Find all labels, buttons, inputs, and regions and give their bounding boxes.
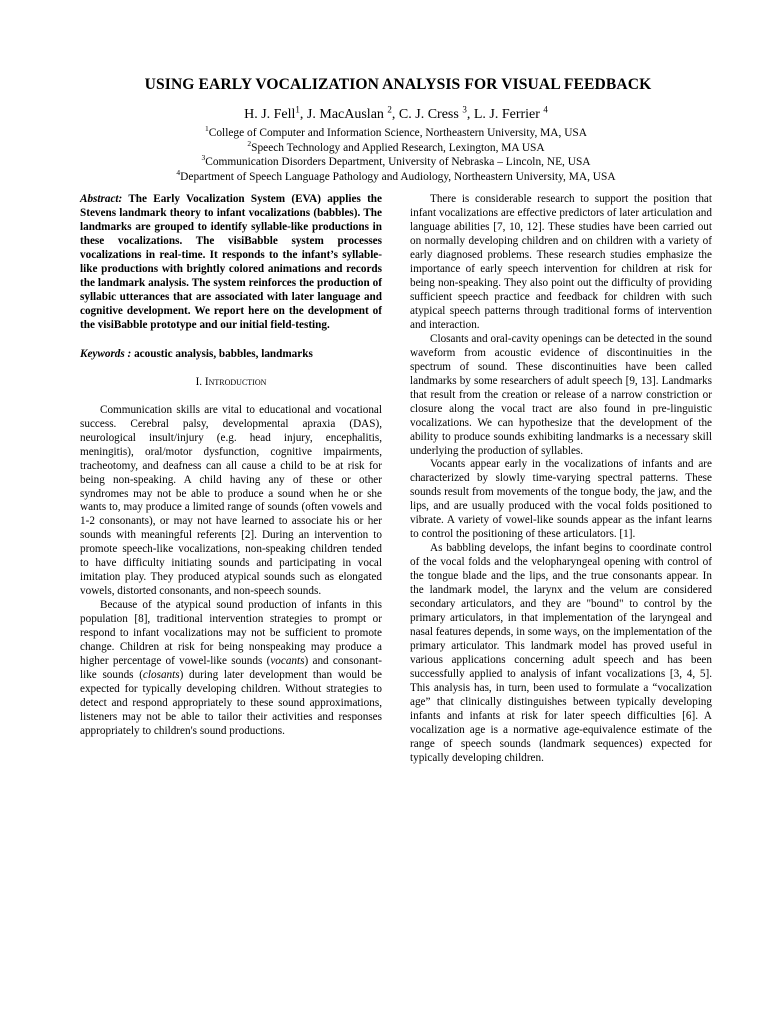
- term-closants: closants: [142, 668, 180, 681]
- affiliation-mark: 2: [247, 138, 252, 148]
- body-paragraph-closants: Closants and oral-cavity openings can be detected in the sound waveform from acoustic evidence of discontinuities in the spectrum of sound. These discontinuities have been called landmarks by some researchers of adult speech [9, 13]. Landmarks that result from the creation or release of a narrow constriction or closure along the vocal tract are also found in pre-linguistic vocalizations. We can hypothesize that the development of the ability to produce sounds exhibiting landmarks is a necessary skill underlying the production of syllables.: [410, 332, 712, 457]
- affiliation-mark: 1: [205, 124, 209, 134]
- author-affil-mark: 4: [543, 104, 548, 115]
- paragraph-text: ) and consonant-like sounds (: [80, 654, 382, 681]
- author-affil-mark: 3: [462, 104, 467, 115]
- affiliation: [80, 126, 712, 141]
- section-title: Introduction: [204, 375, 267, 388]
- keywords-label: Keywords :: [80, 347, 132, 360]
- abstract-text: The Early Vocalization System (EVA) applies the Stevens landmark theory to infant vocalizations (babbles). The landmarks are grouped to identify syllable-like productions in these vocalizations. The visiBabble system processes vocalizations in real-time. It responds to the infant’s syllable-like productions with brightly colored animations and records the landmark analysis. The system reinforces the production of syllabic utterances that are associated with later language and cognitive development. We report here on the development of the visiBabble prototype and our initial field-testing.: [80, 193, 382, 331]
- author-name: H. J. Fell: [244, 107, 296, 122]
- term-vocants: vocants: [270, 654, 305, 667]
- author-separator: ,: [299, 107, 307, 122]
- affiliation-list: [80, 126, 712, 184]
- paper-title: USING EARLY VOCALIZATION ANALYSIS FOR VISUAL FEEDBACK: [144, 76, 652, 93]
- right-column: [410, 193, 712, 765]
- keywords-text: acoustic analysis, babbles, landmarks: [131, 347, 313, 360]
- affiliation-mark: 3: [201, 153, 206, 163]
- paragraph-text: Because of the atypical sound production of infants in this population [8], traditional intervention strategies to prompt or respond to infant vocalizations may not be sufficient to promote change. Children at risk for being nonspeaking may produce a higher percentage of vowel-like sounds (: [80, 599, 382, 667]
- affiliation-text: College of Computer and Information Science, Northeastern University, MA, USA: [208, 127, 587, 139]
- author-list: [80, 104, 712, 123]
- author-separator: ,: [391, 107, 399, 122]
- affiliation: [80, 138, 712, 156]
- intro-paragraph-1: Communication skills are vital to educational and vocational success. Cerebral palsy, developmental apraxia (DAS), neurological insult/injury (e.g. head injury, encephalitis, meningitis), oral/motor dysfunction, cognitive impairments, tracheotomy, and deafness can all cause a child to be at risk for being non-speaking. A child having any of these or other syndromes may not be able to produce a sound when he or she wants to, may produce a limited range of sounds (often vowels and 1-2 consonants), or may not have learned to associate his or her sounds with meaningful referents [2]. During an intervention to promote speech-like vocalizations, non-speaking children tended to have difficulty initiating sounds and participating in vocal imitation play. They produced atypical sounds such as elongated vowels, distorted consonants, and non-speech sounds.: [80, 403, 382, 598]
- body-paragraph-research: There is considerable research to support the position that infant vocalizations are effective predictors of later articulation and language abilities [7, 10, 12]. These studies have been carried out on normally developing children and on children with a variety of early diagnosed problems. These research studies emphasize the importance of early speech intervention for children at risk for being non-speaking. They also point out the difficulty of providing sufficient speech practice and feedback for children with such atypical speech patterns through traditional forms of intervention and interaction.: [410, 193, 712, 331]
- two-column-body: [80, 193, 712, 765]
- author-affil-mark: 1: [295, 104, 300, 115]
- affiliation-text: Speech Technology and Applied Research, Lexington, MA USA: [251, 141, 545, 154]
- abstract-label: Abstract:: [80, 193, 123, 206]
- body-paragraph-vocants: Vocants appear early in the vocalizations of infants and are characterized by slowly time-varying spectral patterns. These sounds result from movements of the tongue body, the jaw, and the lips, and are usually produced with the vocal folds positioned to vibrate. A variety of vowel-like sounds appear as the infant learns to control the positioning of these articulators. [1].: [410, 458, 712, 541]
- author-name: J. MacAuslan: [306, 107, 388, 122]
- section-number: I.: [195, 375, 205, 388]
- paragraph-text: ) during later development than would be expected for typically developing children. Without strategies to detect and respond appropriately to these sound approximations, listeners may not be able to tailor their activities and responses appropriately to children's sound productions.: [80, 668, 382, 737]
- author-name: C. J. Cress: [398, 107, 463, 122]
- keywords: [80, 348, 382, 362]
- author-separator: ,: [466, 107, 474, 122]
- abstract: [80, 193, 382, 333]
- affiliation-mark: 4: [176, 167, 181, 177]
- intro-paragraph-2: [80, 599, 382, 739]
- author-name: L. J. Ferrier: [473, 107, 544, 122]
- affiliation-text: Communication Disorders Department, University of Nebraska – Lincoln, NE, USA: [205, 156, 591, 169]
- affiliation: [80, 155, 712, 170]
- body-paragraph-babbling: As babbling develops, the infant begins to coordinate control of the vocal folds and the velopharyngeal opening with control of the tongue blade and the lips, and the true consonants appear. In the landmark model, the larynx and the velum are considered secondary articulators, and they are "bound" to control by the primary articulators, in that implementation of the laryngeal and nasal features depends, in some ways, on the implementation of the primary articulator. This landmark model has proved useful in various applications concerning adult speech and has been successfully applied to analysis of infant vocalizations [3, 4, 5]. This analysis has, in turn, been used to formulate a “vocalization age” that clinically distinguishes between typically developing infants and infants at risk for later speech difficulties [6]. A vocalization age is a normative age-equivalence estimate of the range of speech sounds (landmark sequences) expected for typically developing children.: [410, 542, 712, 764]
- left-column: [80, 193, 382, 765]
- author-affil-mark: 2: [387, 104, 392, 115]
- affiliation-text: Department of Speech Language Pathology and Audiology, Northeastern University, MA, USA: [180, 170, 616, 183]
- section-heading-introduction: [80, 376, 382, 390]
- affiliation: [80, 167, 712, 185]
